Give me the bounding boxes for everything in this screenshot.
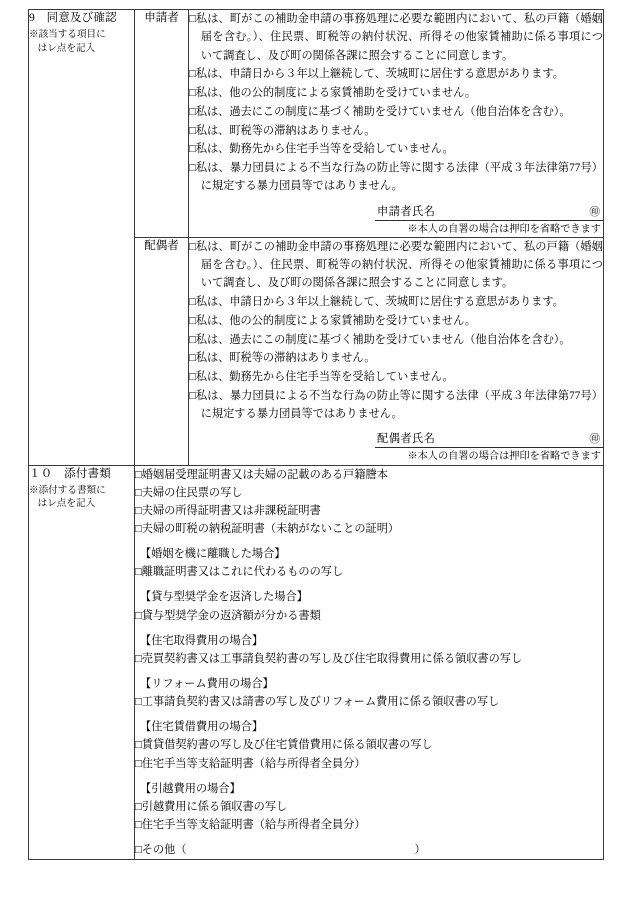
attachments-spacer: [135, 625, 603, 632]
spouse-statement[interactable]: □私は、町がこの補助金申請の事務処理に必要な範囲内において、私の戸籍（婚姻届を含む。）、住民票、町税等の納付状況、所得その他家賃補助に係る事項について調査し、及び町の関係各課に照会することに同意します。: [189, 240, 603, 290]
attachment-checkbox-item[interactable]: □夫婦の町税の納税証明書（未納がないことの証明）: [135, 523, 400, 536]
attachments-spacer: [135, 668, 603, 675]
section9-label-cell: [29, 10, 135, 466]
spouse-statement[interactable]: □私は、暴力団員による不当な行為の防止等に関する法律（平成３年法律第77号）に規定する暴力団員等ではありません。: [189, 389, 603, 421]
applicant-signature-field[interactable]: [375, 203, 603, 221]
attachment-group-heading: 【婚姻を機に離職した場合】: [140, 548, 286, 561]
section10-note-line1: ※添付する書類に: [29, 484, 106, 496]
applicant-statement[interactable]: □私は、過去にこの制度に基づく補助を受けていません（他自治体を含む）。: [189, 105, 571, 118]
section10-attachments-cell: [135, 465, 604, 860]
applicant-statement[interactable]: □私は、勤務先から住宅手当等を受給していません。: [189, 143, 454, 156]
attachment-checkbox-item[interactable]: □売買契約書又は工事請負契約書の写し及び住宅取得費用に係る領収書の写し: [135, 652, 523, 665]
attachment-checkbox-item[interactable]: □夫婦の所得証明書又は非課税証明書: [135, 504, 321, 517]
spouse-signature-field[interactable]: [375, 430, 603, 448]
applicant-statement[interactable]: □私は、町税等の滞納はありません。: [189, 124, 376, 137]
attachment-checkbox-item[interactable]: □住宅手当等支給証明書（給与所得者全員分）: [135, 818, 366, 831]
attachment-checkbox-item[interactable]: □引越費用に係る領収書の写し: [135, 800, 288, 813]
applicant-signature-row: [189, 203, 603, 221]
section10-title-text: 添付書類: [64, 467, 111, 480]
attachment-checkbox-item[interactable]: □貸与型奨学金の返済額が分かる書類: [135, 609, 321, 622]
section10-note-line2: はレ点を記入: [37, 498, 96, 510]
attachment-other-prefix: □その他（: [135, 844, 187, 857]
applicant-signature-label: 申請者氏名: [377, 205, 436, 218]
attachments-spacer: [135, 538, 603, 545]
attachment-checkbox-item[interactable]: □工事請負契約書又は請書の写し及びリフォーム費用に係る領収書の写し: [135, 696, 500, 709]
section9-note: [29, 28, 134, 54]
spouse-statement[interactable]: □私は、他の公的制度による家賃補助を受けていません。: [189, 314, 477, 327]
attachment-other-suffix: ）: [414, 844, 426, 857]
applicant-person-cell: [135, 10, 189, 238]
spouse-person-cell: [135, 237, 189, 465]
applicant-statement[interactable]: □私は、申請日から３年以上継続して、茨城町に居住する意思があります。: [189, 68, 564, 81]
application-form-table: [28, 9, 604, 860]
section9-number: 9: [29, 12, 35, 24]
table-row-section9-applicant: [29, 10, 604, 238]
spouse-signature-label: 配偶者氏名: [377, 433, 436, 446]
attachment-group-heading: 【貸与型奨学金を返済した場合】: [140, 591, 308, 604]
attachment-checkbox-item[interactable]: □賃貸借契約書の写し及び住宅賃借費用に係る領収書の写し: [135, 739, 433, 752]
section9-title-text: 同意及び確認: [46, 12, 117, 24]
spouse-signature-note: ※本人の自署の場合は押印を省略できます: [407, 451, 601, 463]
section9-note-line2: はレ点を記入: [37, 42, 96, 54]
applicant-statement[interactable]: □私は、町がこの補助金申請の事務処理に必要な範囲内において、私の戸籍（婚姻届を含む。）、住民票、町税等の納付状況、所得その他家賃補助に係る事項について調査し、及び町の関係各課に照会することに同意します。: [189, 13, 603, 62]
table-row-section10: [29, 465, 604, 860]
section10-note: [29, 484, 134, 510]
attachments-spacer: [135, 711, 603, 718]
spouse-person-label: 配偶者: [144, 239, 179, 252]
spouse-statement[interactable]: □私は、町税等の滞納はありません。: [189, 352, 376, 365]
attachments-spacer: [135, 773, 603, 780]
applicant-statement[interactable]: □私は、暴力団員による不当な行為の防止等に関する法律（平成３年法律第77号）に規定する暴力団員等ではありません。: [189, 162, 603, 193]
attachment-checkbox-item[interactable]: □離職証明書又はこれに代わるものの写し: [135, 566, 344, 579]
spouse-statement[interactable]: □私は、申請日から３年以上継続して、茨城町に居住する意思があります。: [189, 296, 564, 309]
attachments-list: [135, 466, 603, 860]
applicant-consent-cell: [189, 10, 604, 238]
spouse-consent-cell: [189, 237, 604, 465]
section9-title: [29, 10, 134, 26]
spouse-statement[interactable]: □私は、過去にこの制度に基づく補助を受けていません（他自治体を含む）。: [189, 333, 571, 346]
attachment-group-heading: 【リフォーム費用の場合】: [140, 678, 274, 690]
attachments-spacer: [135, 834, 603, 841]
attachment-group-heading: 【住宅賃借費用の場合】: [140, 721, 264, 734]
attachment-checkbox-item[interactable]: □婚姻届受理証明書又は夫婦の記載のある戸籍謄本: [135, 468, 388, 481]
seal-icon: ㊞: [589, 206, 600, 218]
spouse-signature-row: [189, 430, 603, 448]
section10-label-cell: [29, 465, 135, 860]
attachment-group-heading: 【引越費用の場合】: [140, 782, 241, 795]
attachment-checkbox-item[interactable]: □夫婦の住民票の写し: [135, 486, 243, 499]
attachments-spacer: [135, 581, 603, 588]
section10-title: [29, 466, 134, 482]
section10-number: １０: [29, 467, 53, 480]
seal-icon: ㊞: [589, 434, 600, 446]
attachment-group-heading: 【住宅取得費用の場合】: [140, 634, 264, 647]
section9-note-line1: ※該当する項目に: [29, 29, 106, 41]
attachment-checkbox-item[interactable]: □住宅手当等支給証明書（給与所得者全員分）: [135, 757, 366, 770]
applicant-person-label: 申請者: [144, 12, 179, 24]
spouse-statement[interactable]: □私は、勤務先から住宅手当等を受給していません。: [189, 371, 454, 384]
attachment-other-item[interactable]: [135, 841, 603, 859]
applicant-statement[interactable]: □私は、他の公的制度による家賃補助を受けていません。: [189, 87, 477, 99]
applicant-signature-note: ※本人の自署の場合は押印を省略できます: [407, 223, 601, 235]
